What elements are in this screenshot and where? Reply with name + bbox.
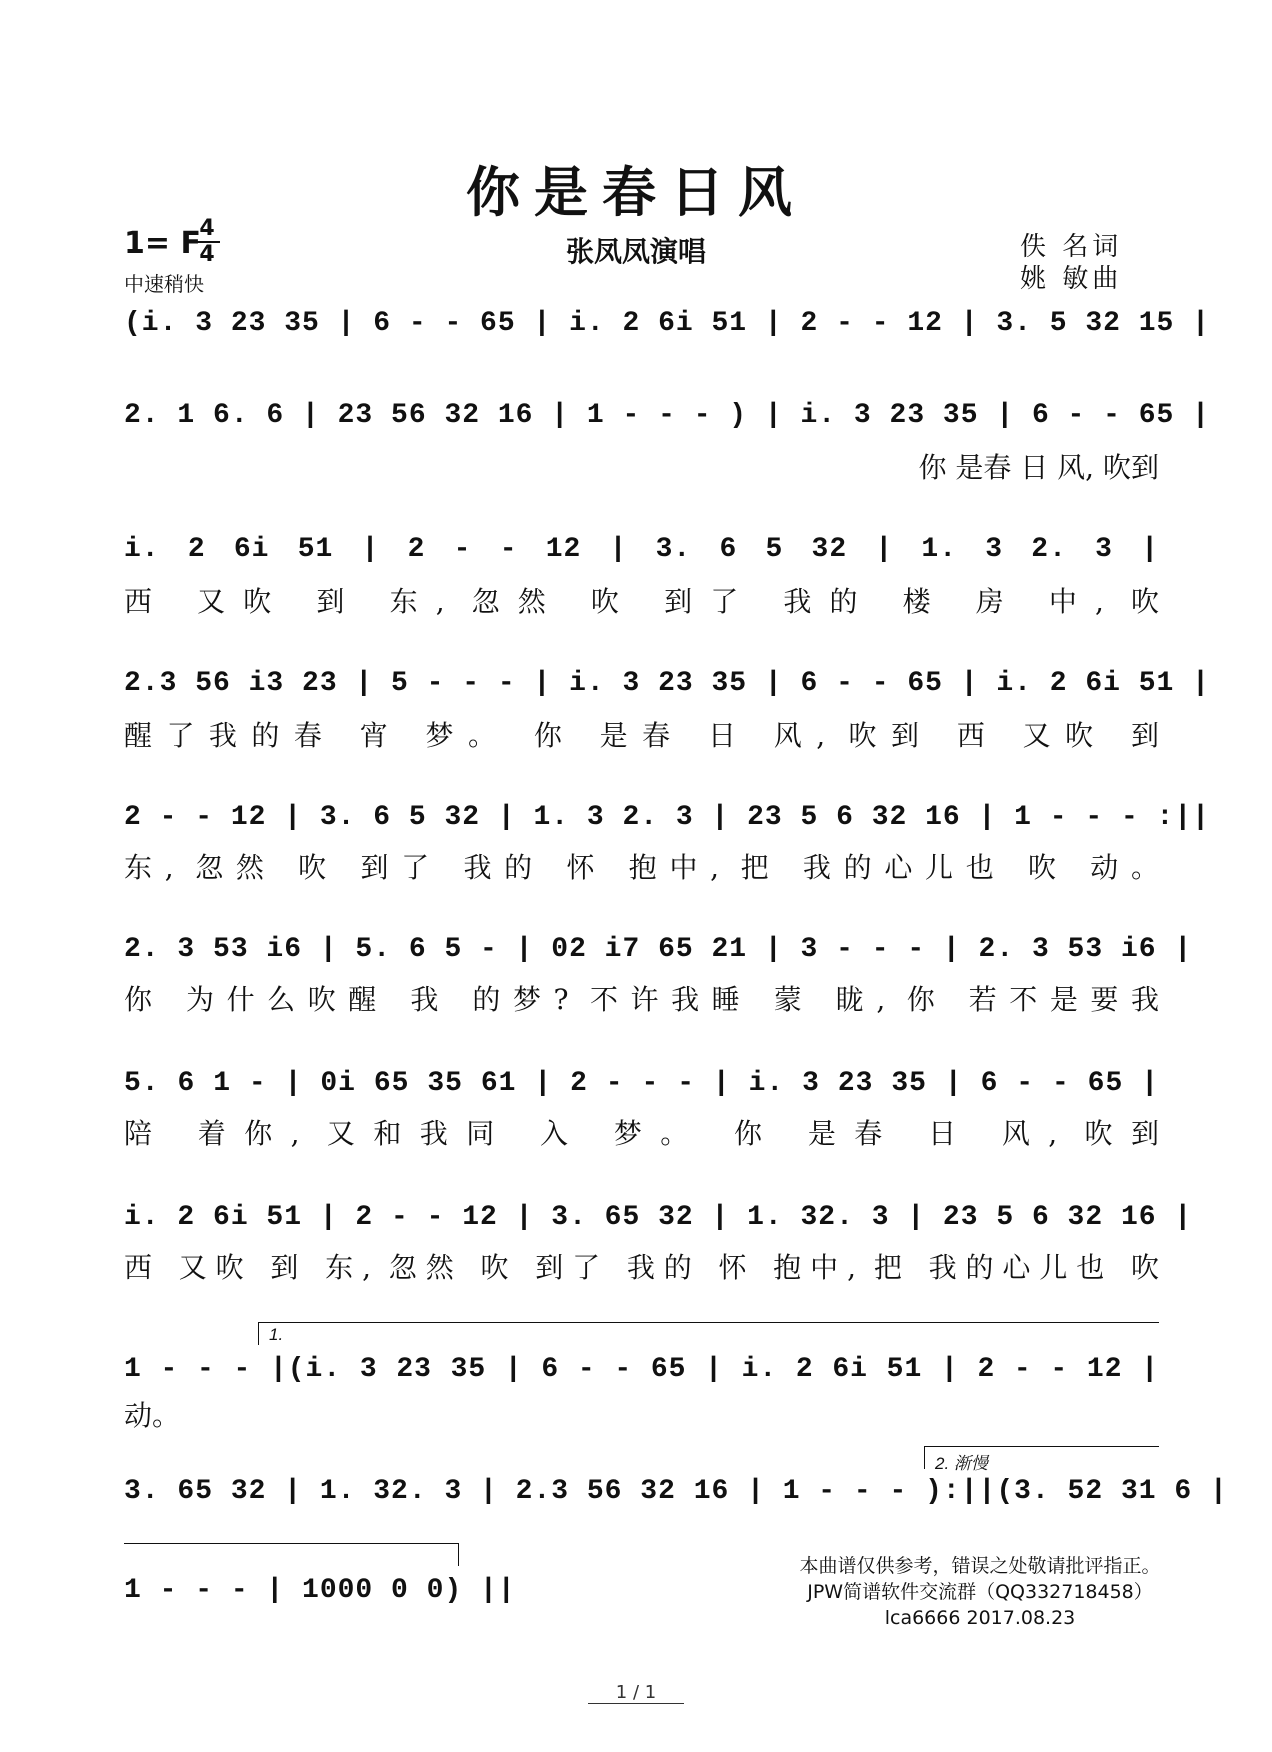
disclaimer-note: [790, 1553, 1170, 1631]
lyric-line-3: 西 又吹 到 东, 忽然 吹 到了 我的 楼 房 中, 吹: [124, 585, 1159, 618]
song-title: 你是春日风: [466, 160, 806, 224]
key-signature: 1= F: [124, 226, 201, 261]
notation-line-5: 2 - - 12 | 3. 6 5 32 | 1. 3 2. 3 | 23 5 6 32 16 | 1 - - - :||: [124, 802, 1210, 833]
notation-line-6: 2. 3 53 i6 | 5. 6 5 - | 02 i7 65 21 | 3 - - - | 2. 3 53 i6 |: [124, 934, 1193, 965]
notation-line-9: 1 - - - |(i. 3 23 35 | 6 - - 65 | i. 2 6i 51 | 2 - - 12 |: [124, 1354, 1159, 1385]
first-ending-label: 1.: [269, 1325, 284, 1344]
notation-line-10: 3. 65 32 | 1. 32. 3 | 2.3 56 32 16 | 1 - - - ):||(3. 52 31 6 |: [124, 1476, 1228, 1507]
lyric-line-2: 你 是春 日 风, 吹到: [918, 451, 1159, 484]
notation-line-2: 2. 1 6. 6 | 23 56 32 16 | 1 - - - ) | i. 3 23 35 | 6 - - 65 |: [124, 400, 1210, 431]
time-signature-denominator: 4: [199, 242, 215, 267]
tempo-marking: 中速稍快: [124, 272, 204, 296]
disclaimer-line-3: lca6666 2017.08.23: [884, 1607, 1076, 1629]
notation-line-4: 2.3 56 i3 23 | 5 - - - | i. 3 23 35 | 6 - - 65 | i. 2 6i 51 |: [124, 668, 1210, 699]
second-ending-bracket: [924, 1446, 1159, 1473]
composer-credit: 姚 敏曲: [1020, 264, 1123, 294]
performer: 张凤凤演唱: [565, 235, 706, 268]
lyric-line-8: 西 又吹 到 东, 忽然 吹 到了 我的 怀 抱中, 把 我的心儿也 吹: [124, 1251, 1159, 1284]
first-ending-bracket: [258, 1322, 1159, 1345]
ending-bracket: [124, 1543, 459, 1566]
disclaimer-line-2: JPW简谱软件交流群（QQ332718458）: [807, 1581, 1153, 1603]
notation-line-1: (i. 3 23 35 | 6 - - 65 | i. 2 6i 51 | 2 - - 12 | 3. 5 32 15 |: [124, 308, 1210, 339]
second-ending-label: 2. 渐慢: [935, 1454, 988, 1473]
lyricist-credit: 佚 名词: [1020, 232, 1123, 262]
notation-line-7: 5. 6 1 - | 0i 65 35 61 | 2 - - - | i. 3 23 35 | 6 - - 65 |: [124, 1068, 1159, 1099]
time-signature-numerator: 4: [199, 216, 215, 241]
lyric-line-7: 陪 着你, 又和我同 入 梦。 你 是春 日 风, 吹到: [124, 1117, 1159, 1150]
notation-line-8: i. 2 6i 51 | 2 - - 12 | 3. 65 32 | 1. 32. 3 | 23 5 6 32 16 |: [124, 1202, 1193, 1233]
lyric-line-9: 动。: [124, 1399, 181, 1432]
page-footer: [0, 1682, 1272, 1703]
notation-line-11: 1 - - - | 1000 0 0) ||: [124, 1575, 516, 1606]
lyric-line-4: 醒了我的春 宵 梦。 你 是春 日 风, 吹到 西 又吹 到: [124, 719, 1159, 752]
disclaimer-line-1: 本曲谱仅供参考，错误之处敬请批评指正。: [799, 1555, 1161, 1577]
lyric-line-5: 东, 忽然 吹 到了 我的 怀 抱中, 把 我的心儿也 吹 动。: [124, 851, 1159, 884]
page-number: 1 / 1: [588, 1682, 684, 1704]
notation-line-3: i. 2 6i 51 | 2 - - 12 | 3. 6 5 32 | 1. 3 2. 3 |: [124, 534, 1159, 565]
lyric-line-6: 你 为什么吹醒 我 的梦? 不许我睡 蒙 眬, 你 若不是要我: [124, 983, 1159, 1016]
